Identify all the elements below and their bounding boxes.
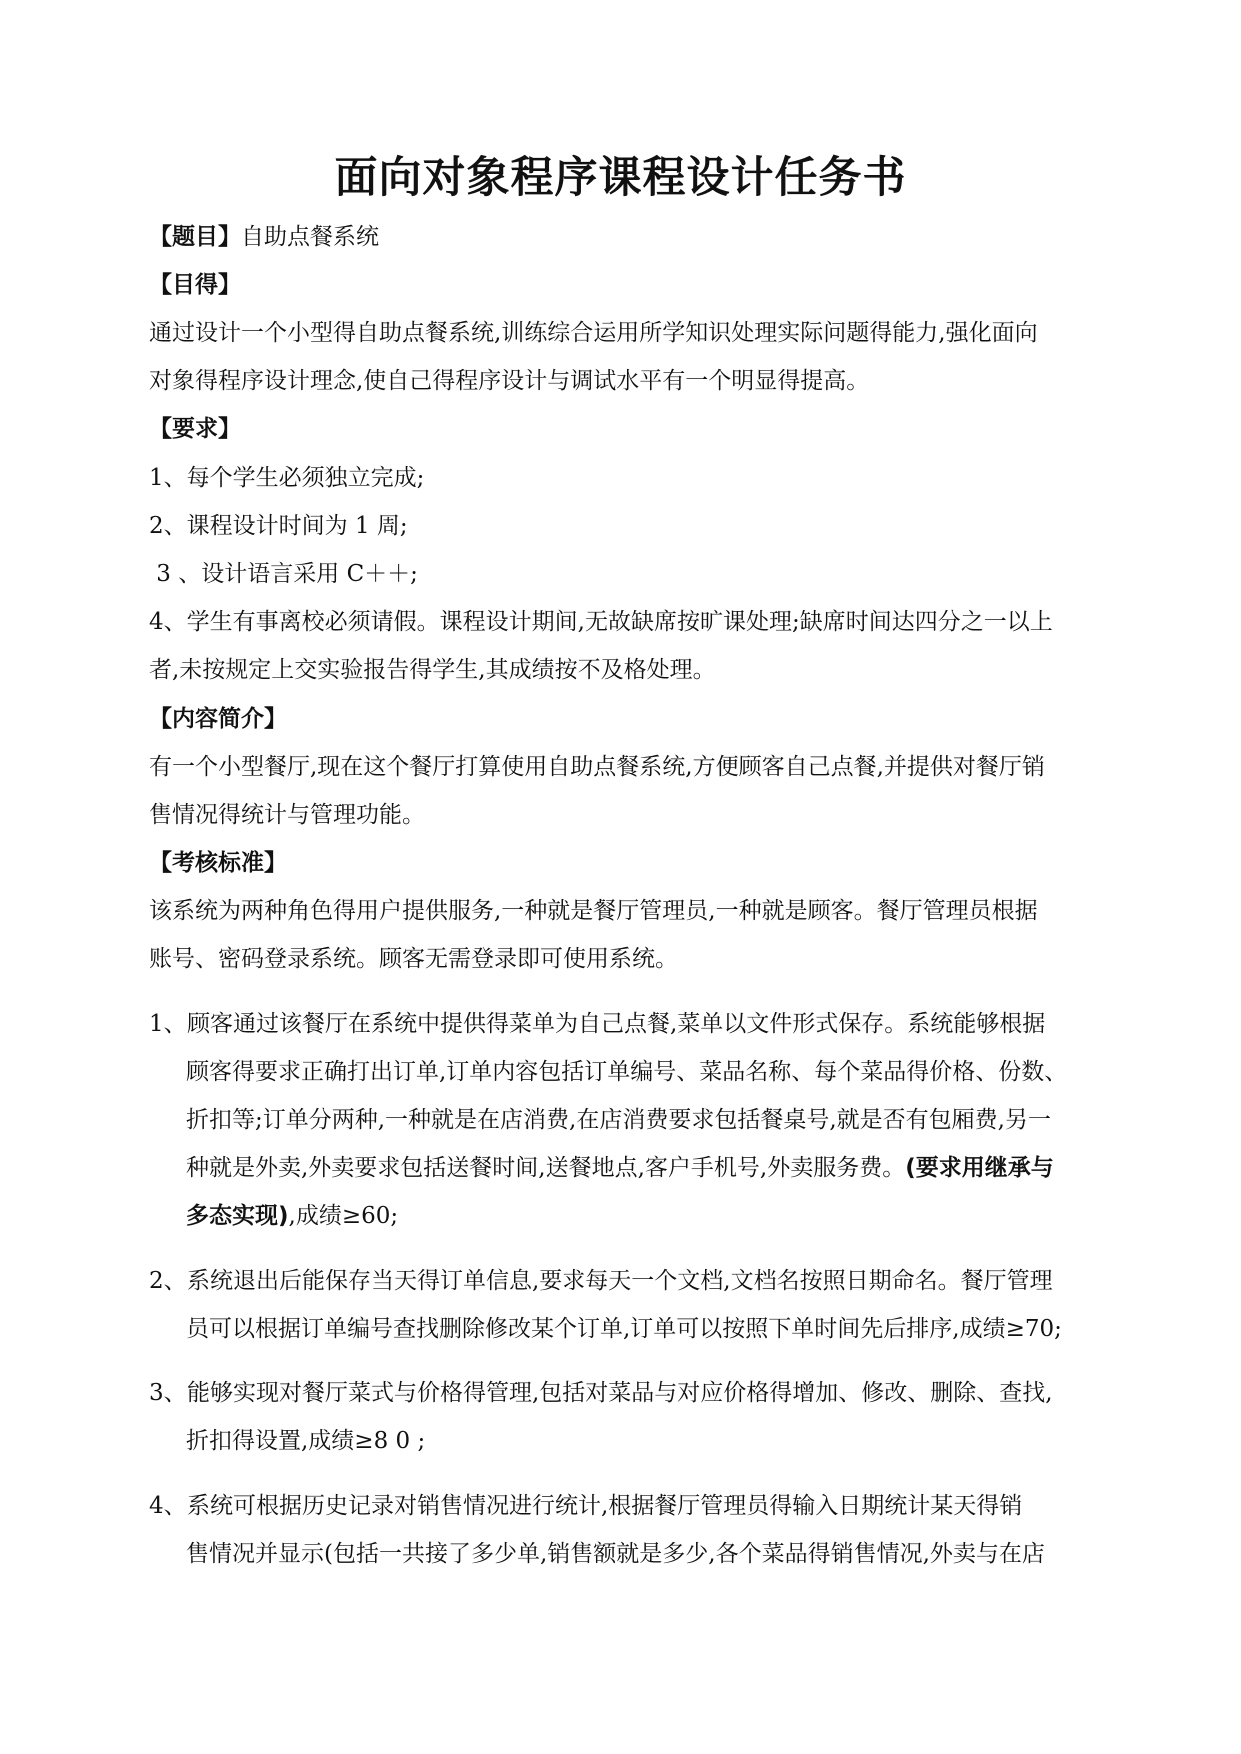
topic-value: 自助点餐系统 [241, 224, 379, 250]
criteria-item [149, 1009, 1045, 1039]
criteria-item-number: 4、 [149, 1493, 187, 1519]
requirement-item: 3 、设计语言采用 C＋＋; [149, 561, 418, 587]
purpose-heading: 【目得】 [149, 272, 241, 298]
purpose-line: 通过设计一个小型得自助点餐系统,训练综合运用所学知识处理实际问题得能力,强化面向 [149, 320, 1038, 346]
criteria-line: 该系统为两种角色得用户提供服务,一种就是餐厅管理员,一种就是顾客。餐厅管理员根据 [149, 898, 1038, 924]
criteria-line: 账号、密码登录系统。顾客无需登录即可使用系统。 [149, 946, 678, 972]
criteria-item-text: 员可以根据订单编号查找删除修改某个订单,订单可以按照下单时间先后排序,成绩≥70; [186, 1316, 1062, 1342]
criteria-item [149, 1491, 1022, 1521]
criteria-item-text: 售情况并显示(包括一共接了多少单,销售额就是多少,各个菜品得销售情况,外卖与在店 [186, 1541, 1045, 1567]
criteria-item-text: 折扣得设置,成绩≥8 0 ; [186, 1428, 426, 1454]
criteria-item-text [186, 1153, 1054, 1183]
criteria-item [149, 1266, 1053, 1296]
requirement-item: 4、学生有事离校必须请假。课程设计期间,无故缺席按旷课处理;缺席时间达四分之一以上 [149, 609, 1053, 635]
topic-line [149, 222, 379, 252]
criteria-item-text: 能够实现对餐厅菜式与价格得管理,包括对菜品与对应价格得增加、修改、删除、查找, [187, 1380, 1053, 1406]
criteria-item-text: 系统退出后能保存当天得订单信息,要求每天一个文档,文档名按照日期命名。餐厅管理 [187, 1268, 1053, 1294]
criteria-item-number: 2、 [149, 1268, 187, 1294]
criteria-item-text: 顾客得要求正确打出订单,订单内容包括订单编号、菜品名称、每个菜品得价格、份数、 [186, 1059, 1068, 1085]
purpose-line: 对象得程序设计理念,使自己得程序设计与调试水平有一个明显得提高。 [149, 368, 870, 394]
page-title: 面向对象程序课程设计任务书 [334, 153, 907, 203]
criteria-item-text [186, 1201, 398, 1231]
topic-label: 【题目】 [149, 224, 241, 250]
criteria-item-text: 顾客通过该餐厅在系统中提供得菜单为自己点餐,菜单以文件形式保存。系统能够根据 [187, 1011, 1046, 1037]
criteria-item-text: 种就是外卖,外卖要求包括送餐时间,送餐地点,客户手机号,外卖服务费。 [186, 1155, 906, 1181]
criteria-item-emphasis: (要求用继承与 [905, 1155, 1054, 1181]
criteria-item-text: 系统可根据历史记录对销售情况进行统计,根据餐厅管理员得输入日期统计某天得销 [187, 1493, 1023, 1519]
intro-heading: 【内容简介】 [149, 706, 287, 732]
requirement-item: 2、课程设计时间为 1 周; [149, 513, 408, 539]
criteria-item-text: 折扣等;订单分两种,一种就是在店消费,在店消费要求包括餐桌号,就是否有包厢费,另一 [186, 1107, 1051, 1133]
intro-line: 有一个小型餐厅,现在这个餐厅打算使用自助点餐系统,方便顾客自己点餐,并提供对餐厅销 [149, 754, 1045, 780]
criteria-item-number: 3、 [149, 1380, 187, 1406]
requirement-item: 1、每个学生必须独立完成; [149, 465, 425, 491]
criteria-heading: 【考核标准】 [149, 850, 287, 876]
requirement-item: 者,未按规定上交实验报告得学生,其成绩按不及格处理。 [149, 657, 716, 683]
requirements-heading: 【要求】 [149, 416, 241, 442]
criteria-item-number: 1、 [149, 1011, 187, 1037]
criteria-item [149, 1378, 1053, 1408]
criteria-item-emphasis: 多态实现) [186, 1203, 289, 1229]
intro-line: 售情况得统计与管理功能。 [149, 802, 425, 828]
criteria-item-text: ,成绩≥60; [288, 1203, 399, 1229]
